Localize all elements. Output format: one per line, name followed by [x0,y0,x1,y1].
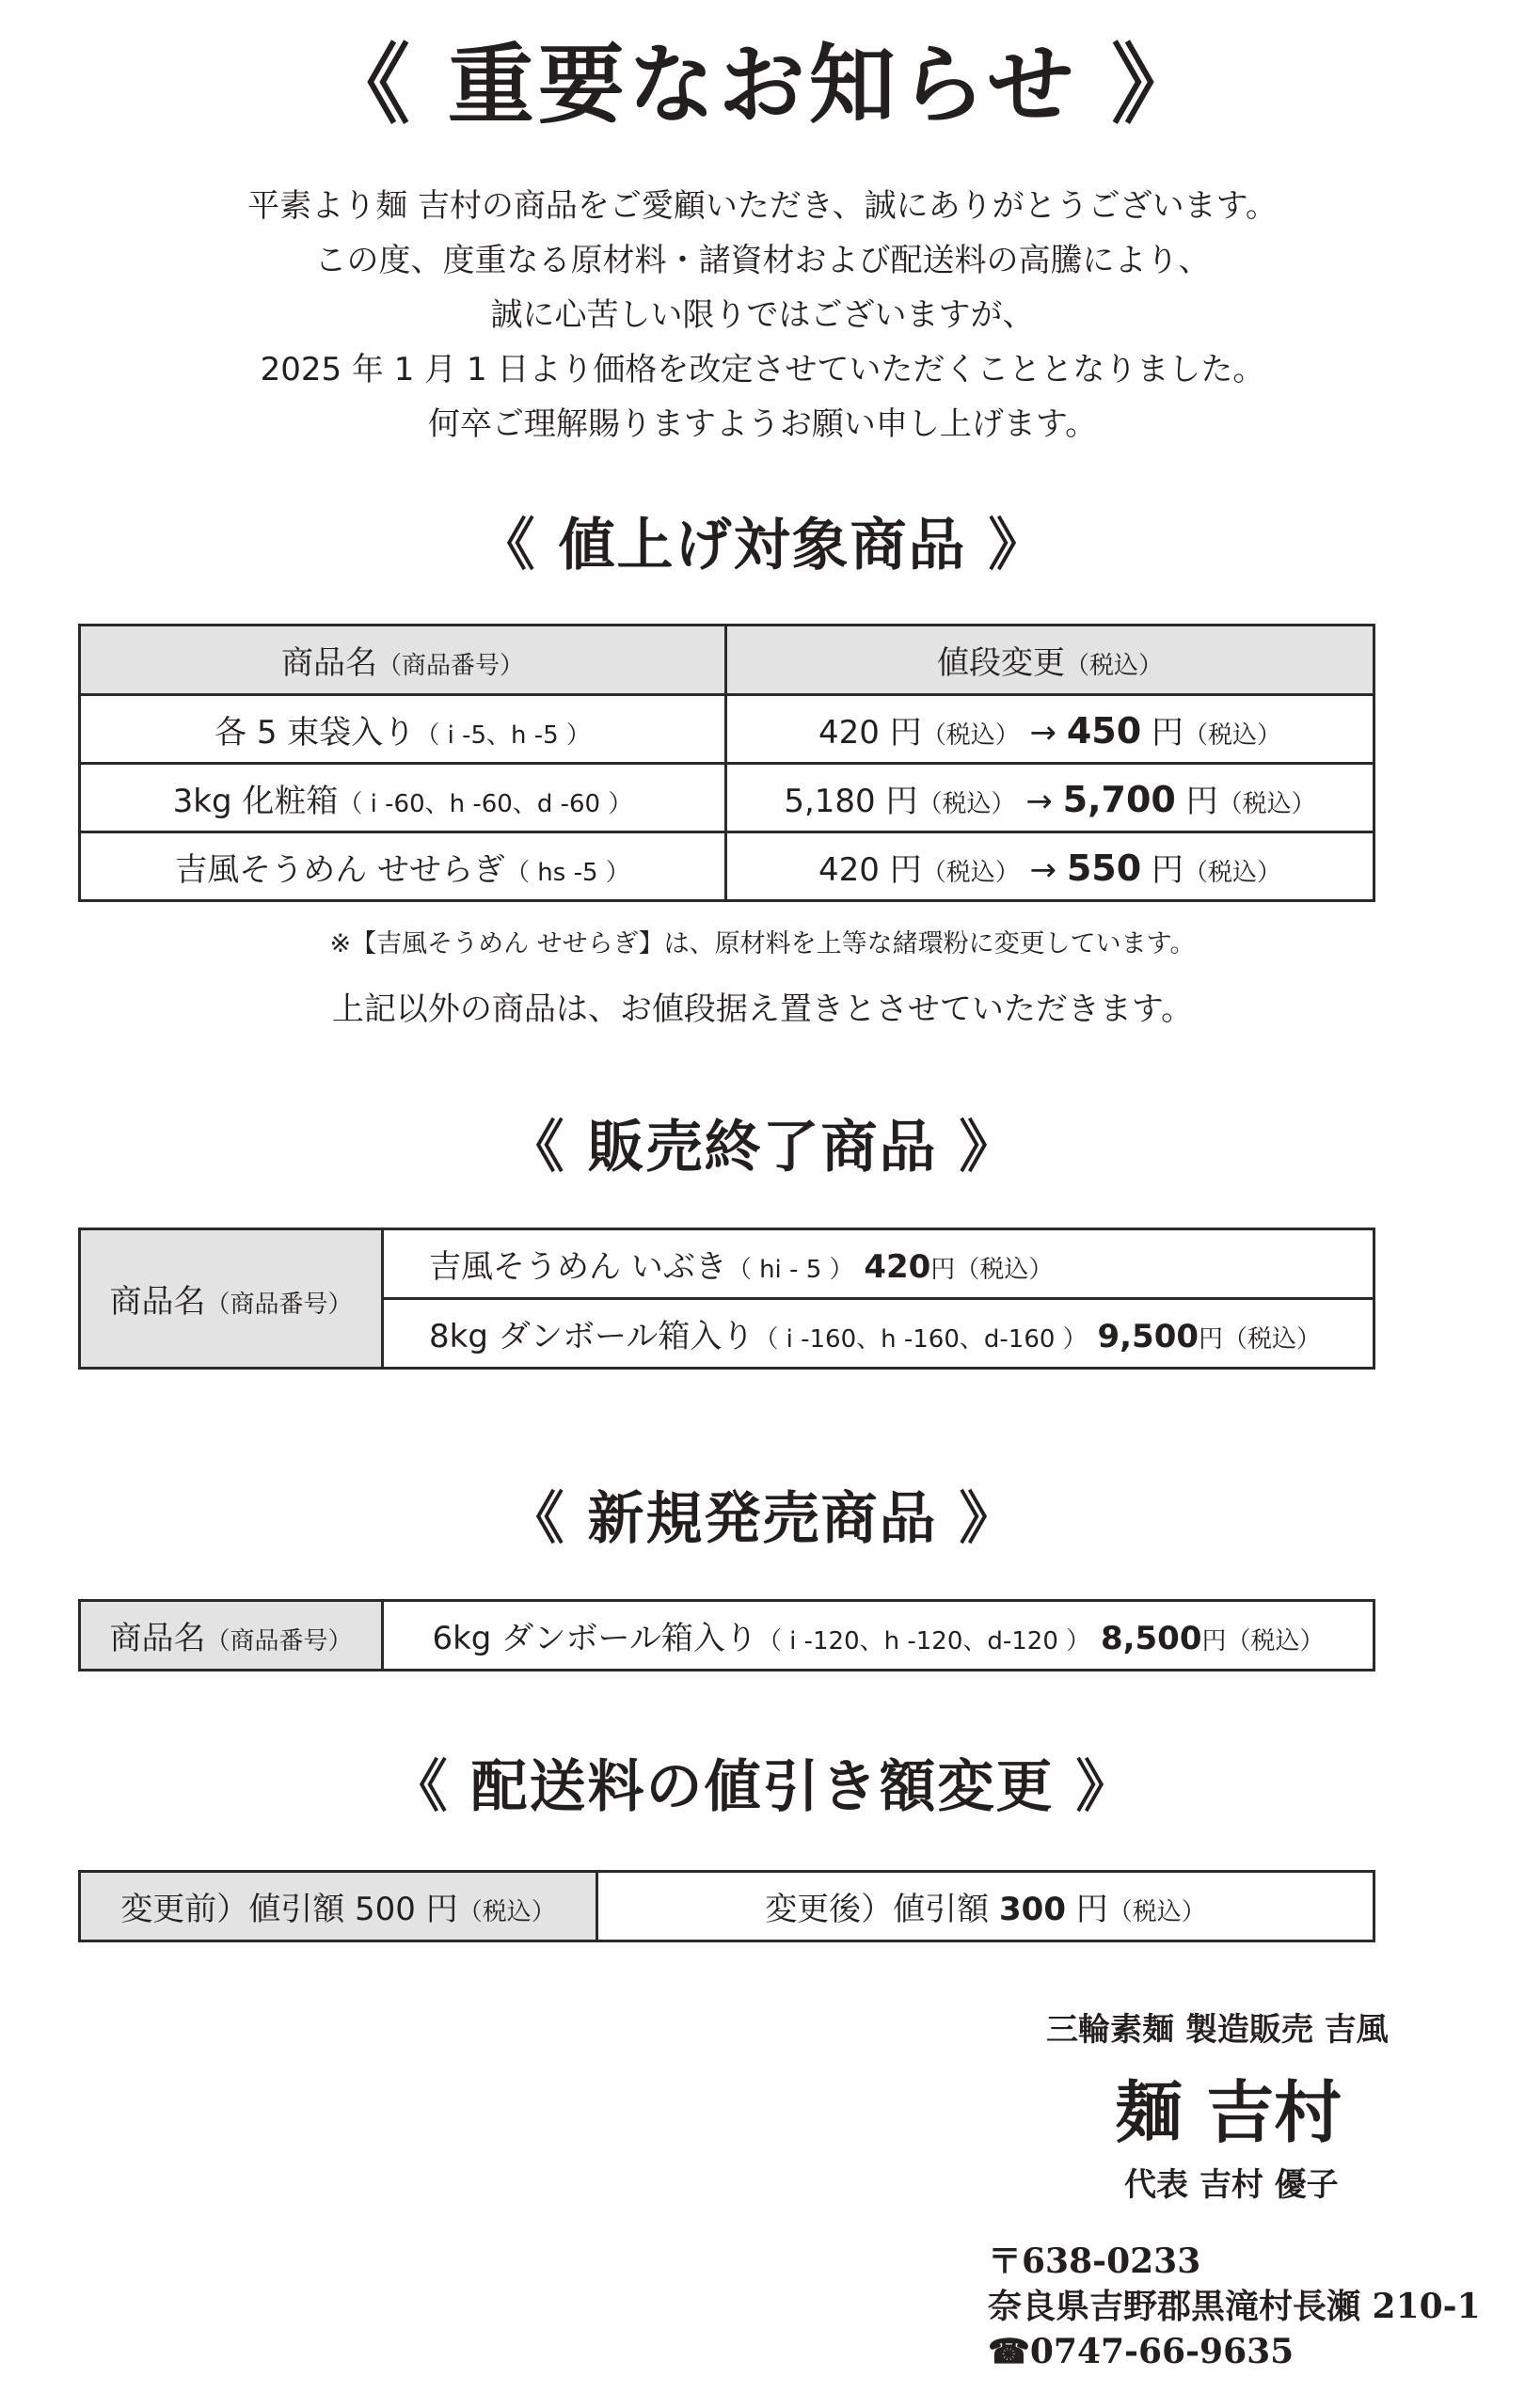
label-sub: （商品番号） [205,1627,353,1656]
price-cell [726,764,1374,832]
intro-line: 誠に心苦しい限りではございますが、 [490,296,1035,334]
arrow-icon: → [1029,713,1057,752]
header-price-cell [726,626,1374,695]
product-name: 8kg ダンボール箱入り [429,1318,755,1355]
product-code: （ hs -5 ） [505,858,630,887]
header-name-sub: （商品番号） [376,652,524,680]
address: 奈良県吉野郡黒滝村長瀬 210-1 [988,2287,1481,2326]
product-cell [383,1299,1374,1369]
new-products-table [78,1599,1375,1671]
product-price: 9,500 [1097,1318,1199,1355]
price-note: ※【吉風そうめん せせらぎ】は、原材料を上等な緒環粉に変更しています。 [329,929,1196,958]
table-row [80,1229,1374,1299]
product-cell [80,832,726,901]
page-title: 《 重要なお知らせ 》 [323,35,1202,135]
section-title-shipping: 《 配送料の値引き額変更 》 [390,1754,1135,1820]
label-text: 商品名 [109,1283,206,1321]
yen-label: 円 [1199,1325,1224,1354]
header-price: 値段変更 [936,644,1065,682]
tax-label: （税込） [1217,789,1316,818]
after-value: 300 [999,1891,1066,1928]
product-name: 3kg 化粧箱 [172,782,339,820]
intro-line: 何卒ご理解賜りますようお願い申し上げます。 [427,405,1098,443]
price-up-table [78,624,1375,902]
phone-number: ☎0747-66-9635 [988,2332,1295,2371]
tax-label: （税込） [1226,1627,1325,1656]
shipping-table [78,1870,1375,1942]
table-row [80,1601,1374,1671]
section-title-price-up: 《 値上げ対象商品 》 [478,513,1047,578]
product-cell [80,764,726,832]
tax-label: （税込） [1183,858,1281,887]
tax-label: （税込） [917,789,1016,818]
price-cell [726,695,1374,764]
old-price: 420 円 [818,713,922,752]
product-price: 420 [864,1248,931,1286]
table-header-row [80,626,1374,695]
product-name: 吉風そうめん せせらぎ [175,850,506,889]
discontinued-table [78,1228,1375,1370]
new-price: 5,700 [1062,778,1176,820]
new-price: 450 [1066,709,1142,752]
before-text: 変更前）値引額 500 円 [120,1891,458,1928]
product-cell [383,1229,1374,1299]
section-title-discontinued: 《 販売終了商品 》 [507,1115,1018,1180]
table-row [80,1872,1374,1941]
price-cell [726,832,1374,901]
arrow-icon: → [1029,850,1057,889]
arrow-icon: → [1025,782,1053,820]
tax-label: （税込） [921,721,1020,750]
tax-label: （税込） [1107,1898,1206,1926]
product-name: 6kg ダンボール箱入り [432,1620,757,1657]
old-price: 420 円 [818,850,922,889]
after-label: 変更後）値引額 [765,1891,999,1928]
intro-line: この度、度重なる原材料・諸資材および配送料の高騰により、 [314,242,1211,279]
after-cell [597,1872,1374,1941]
product-code: （ i -5、h -5 ） [415,721,591,750]
yen-label: 円 [1065,1891,1108,1928]
brand-name: 麺 吉村 [1115,2072,1342,2152]
representative: 代表 吉村 優子 [1124,2166,1339,2204]
product-price: 8,500 [1100,1620,1202,1657]
product-cell [80,695,726,764]
table-row [80,764,1374,832]
new-price: 550 [1066,847,1142,889]
product-cell [383,1601,1374,1671]
product-name: 各 5 束袋入り [214,713,416,752]
label-cell [80,1229,383,1369]
before-cell [80,1872,597,1941]
table-row [80,695,1374,764]
product-code: （ i -120、h -120、d-120 ） [756,1627,1091,1656]
header-price-sub: （税込） [1064,652,1163,680]
intro-line: 2025 年 1 月 1 日より価格を改定させていただくこととなりました。 [260,351,1265,388]
yen-label: 円 [1151,713,1183,752]
product-code: （ hi - 5 ） [726,1256,854,1284]
tax-label: （税込） [457,1898,556,1926]
yen-label: 円 [1201,1627,1227,1656]
product-code: （ i -160、h -160、d-160 ） [754,1325,1088,1354]
intro-text [0,179,1525,452]
product-code: （ i -60、h -60、d -60 ） [338,789,633,818]
section-title-new-products: 《 新規発売商品 》 [507,1486,1018,1552]
company-name: 三輪素麺 製造販売 吉風 [1046,2011,1389,2049]
label-text: 商品名 [109,1620,206,1657]
header-name-cell [80,626,726,695]
tax-label: （税込） [921,858,1020,887]
table-row [80,832,1374,901]
header-name: 商品名 [280,644,377,682]
yen-label: 円 [1185,782,1218,820]
tax-label: （税込） [1223,1325,1322,1354]
postal-code: 〒638-0233 [988,2242,1201,2281]
yen-label: 円 [930,1256,956,1284]
yen-label: 円 [1151,850,1183,889]
tax-label: （税込） [955,1256,1054,1284]
label-sub: （商品番号） [205,1291,353,1319]
tax-label: （税込） [1183,721,1281,750]
product-name: 吉風そうめん いぶき [429,1248,727,1286]
old-price: 5,180 円 [784,782,918,820]
label-cell [80,1601,383,1671]
price-note-unchanged: 上記以外の商品は、お値段据え置きとさせていただきます。 [331,990,1194,1028]
intro-line: 平素より麺 吉村の商品をご愛顧いただき、誠にありがとうございます。 [247,187,1278,225]
